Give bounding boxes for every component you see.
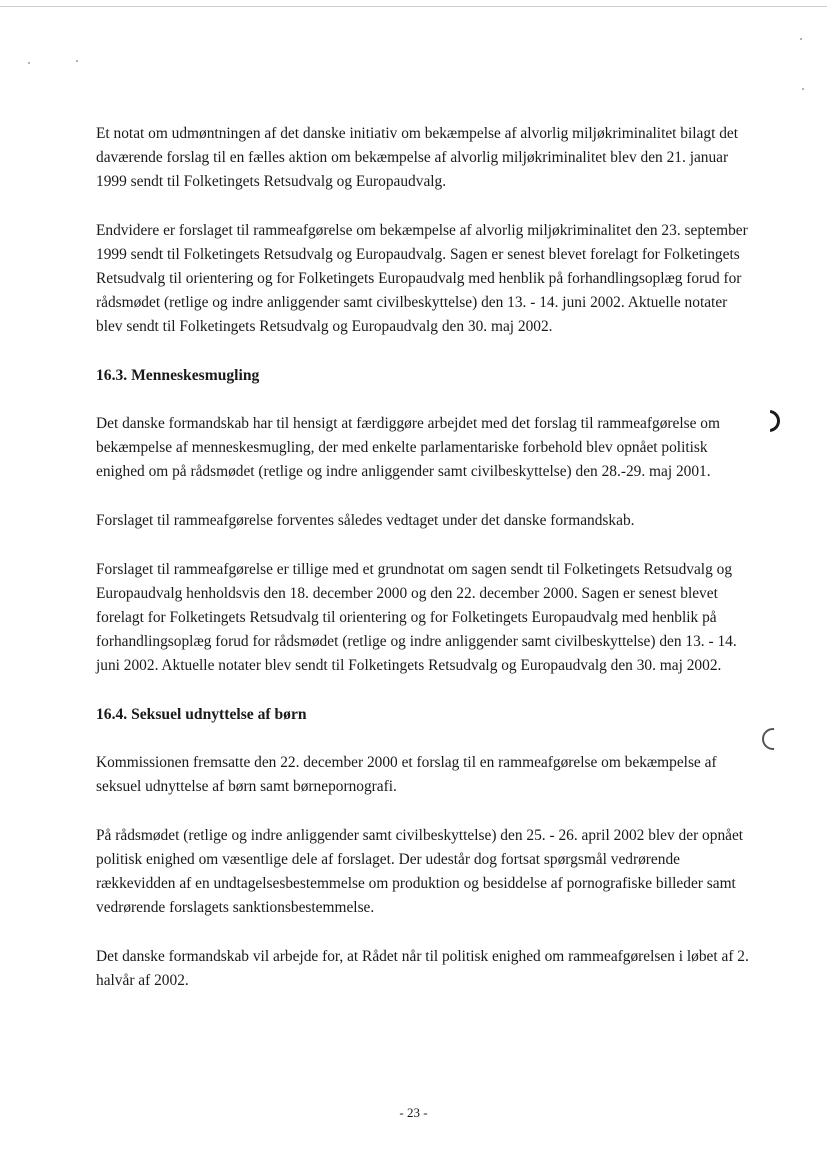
document-body	[96, 122, 756, 1018]
paragraph: Endvidere er forslaget til rammeafgørelse om bekæmpelse af alvorlig miljøkriminalitet den 23. september 1999 sendt til Folketingets Retsudvalg og Europaudvalg. Sagen er senest blevet forelagt for Folketingets Retsudvalg til orientering og for Folketingets Europaudvalg med henblik på forhandlingsoplæg forud for rådsmødet (retlige og indre anliggender samt civilbeskyttelse) den 13. - 14. juni 2002. Aktuelle notater blev sendt til Folketingets Retsudvalg og Europaudvalg den 30. maj 2002.	[96, 222, 748, 335]
paragraph: Kommissionen fremsatte den 22. december 2000 et forslag til en rammeafgørelse om bekæmpelse af seksuel udnyttelse af børn samt børnepornografi.	[96, 754, 717, 795]
scan-speck	[76, 60, 78, 62]
paragraph: Det danske formandskab har til hensigt at færdiggøre arbejdet med det forslag til rammeafgørelse om bekæmpelse af menneskesmugling, der med enkelte parlamentariske forbehold blev opnået politisk enighed om på rådsmødet (retlige og indre anliggender samt civilbeskyttelse) den 28.-29. maj 2001.	[96, 415, 720, 480]
scan-speck	[802, 88, 804, 90]
section-heading: 16.3. Menneskesmugling	[96, 367, 260, 384]
paragraph: På rådsmødet (retlige og indre anliggender samt civilbeskyttelse) den 25. - 26. april 2002 blev der opnået politisk enighed om væsentlige dele af forslaget. Der udestår dog fortsat spørgsmål vedrørende rækkevidden af en undtagelsesbestemmelse om produktion og besiddelse af pornografiske billeder samt vedrørende forslagets sanktionsbestemmelse.	[96, 827, 744, 916]
paragraph: Det danske formandskab vil arbejde for, at Rådet når til politisk enighed om rammeafgørelsen i løbet af 2. halvår af 2002.	[96, 948, 749, 989]
punch-hole-mark	[762, 728, 784, 750]
page-top-edge	[0, 6, 827, 7]
scan-speck	[800, 38, 802, 40]
paragraph: Et notat om udmøntningen af det danske initiativ om bekæmpelse af alvorlig miljøkriminalitet bilagt det daværende forslag til en fælles aktion om bekæmpelse af alvorlig miljøkriminalitet blev den 21. januar 1999 sendt til Folketingets Retsudvalg og Europaudvalg.	[96, 125, 739, 190]
punch-hole-mark	[758, 410, 780, 432]
paragraph: Forslaget til rammeafgørelse er tillige med et grundnotat om sagen sendt til Folketingets Retsudvalg og Europaudvalg henholdsvis den 18. december 2000 og den 22. december 2000. Sagen er senest blevet forelagt for Folketingets Retsudvalg til orientering og for Folketingets Europaudvalg med henblik på forhandlingsoplæg forud for rådsmødet (retlige og indre anliggender samt civilbeskyttelse) den 13. - 14. juni 2002. Aktuelle notater blev sendt til Folketingets Retsudvalg og Europaudvalg den 30. maj 2002.	[96, 561, 737, 674]
section-heading: 16.4. Seksuel udnyttelse af børn	[96, 706, 307, 723]
page-number: - 23 -	[399, 1105, 428, 1120]
scan-speck	[28, 62, 30, 64]
paragraph: Forslaget til rammeafgørelse forventes således vedtaget under det danske formandskab.	[96, 512, 635, 529]
